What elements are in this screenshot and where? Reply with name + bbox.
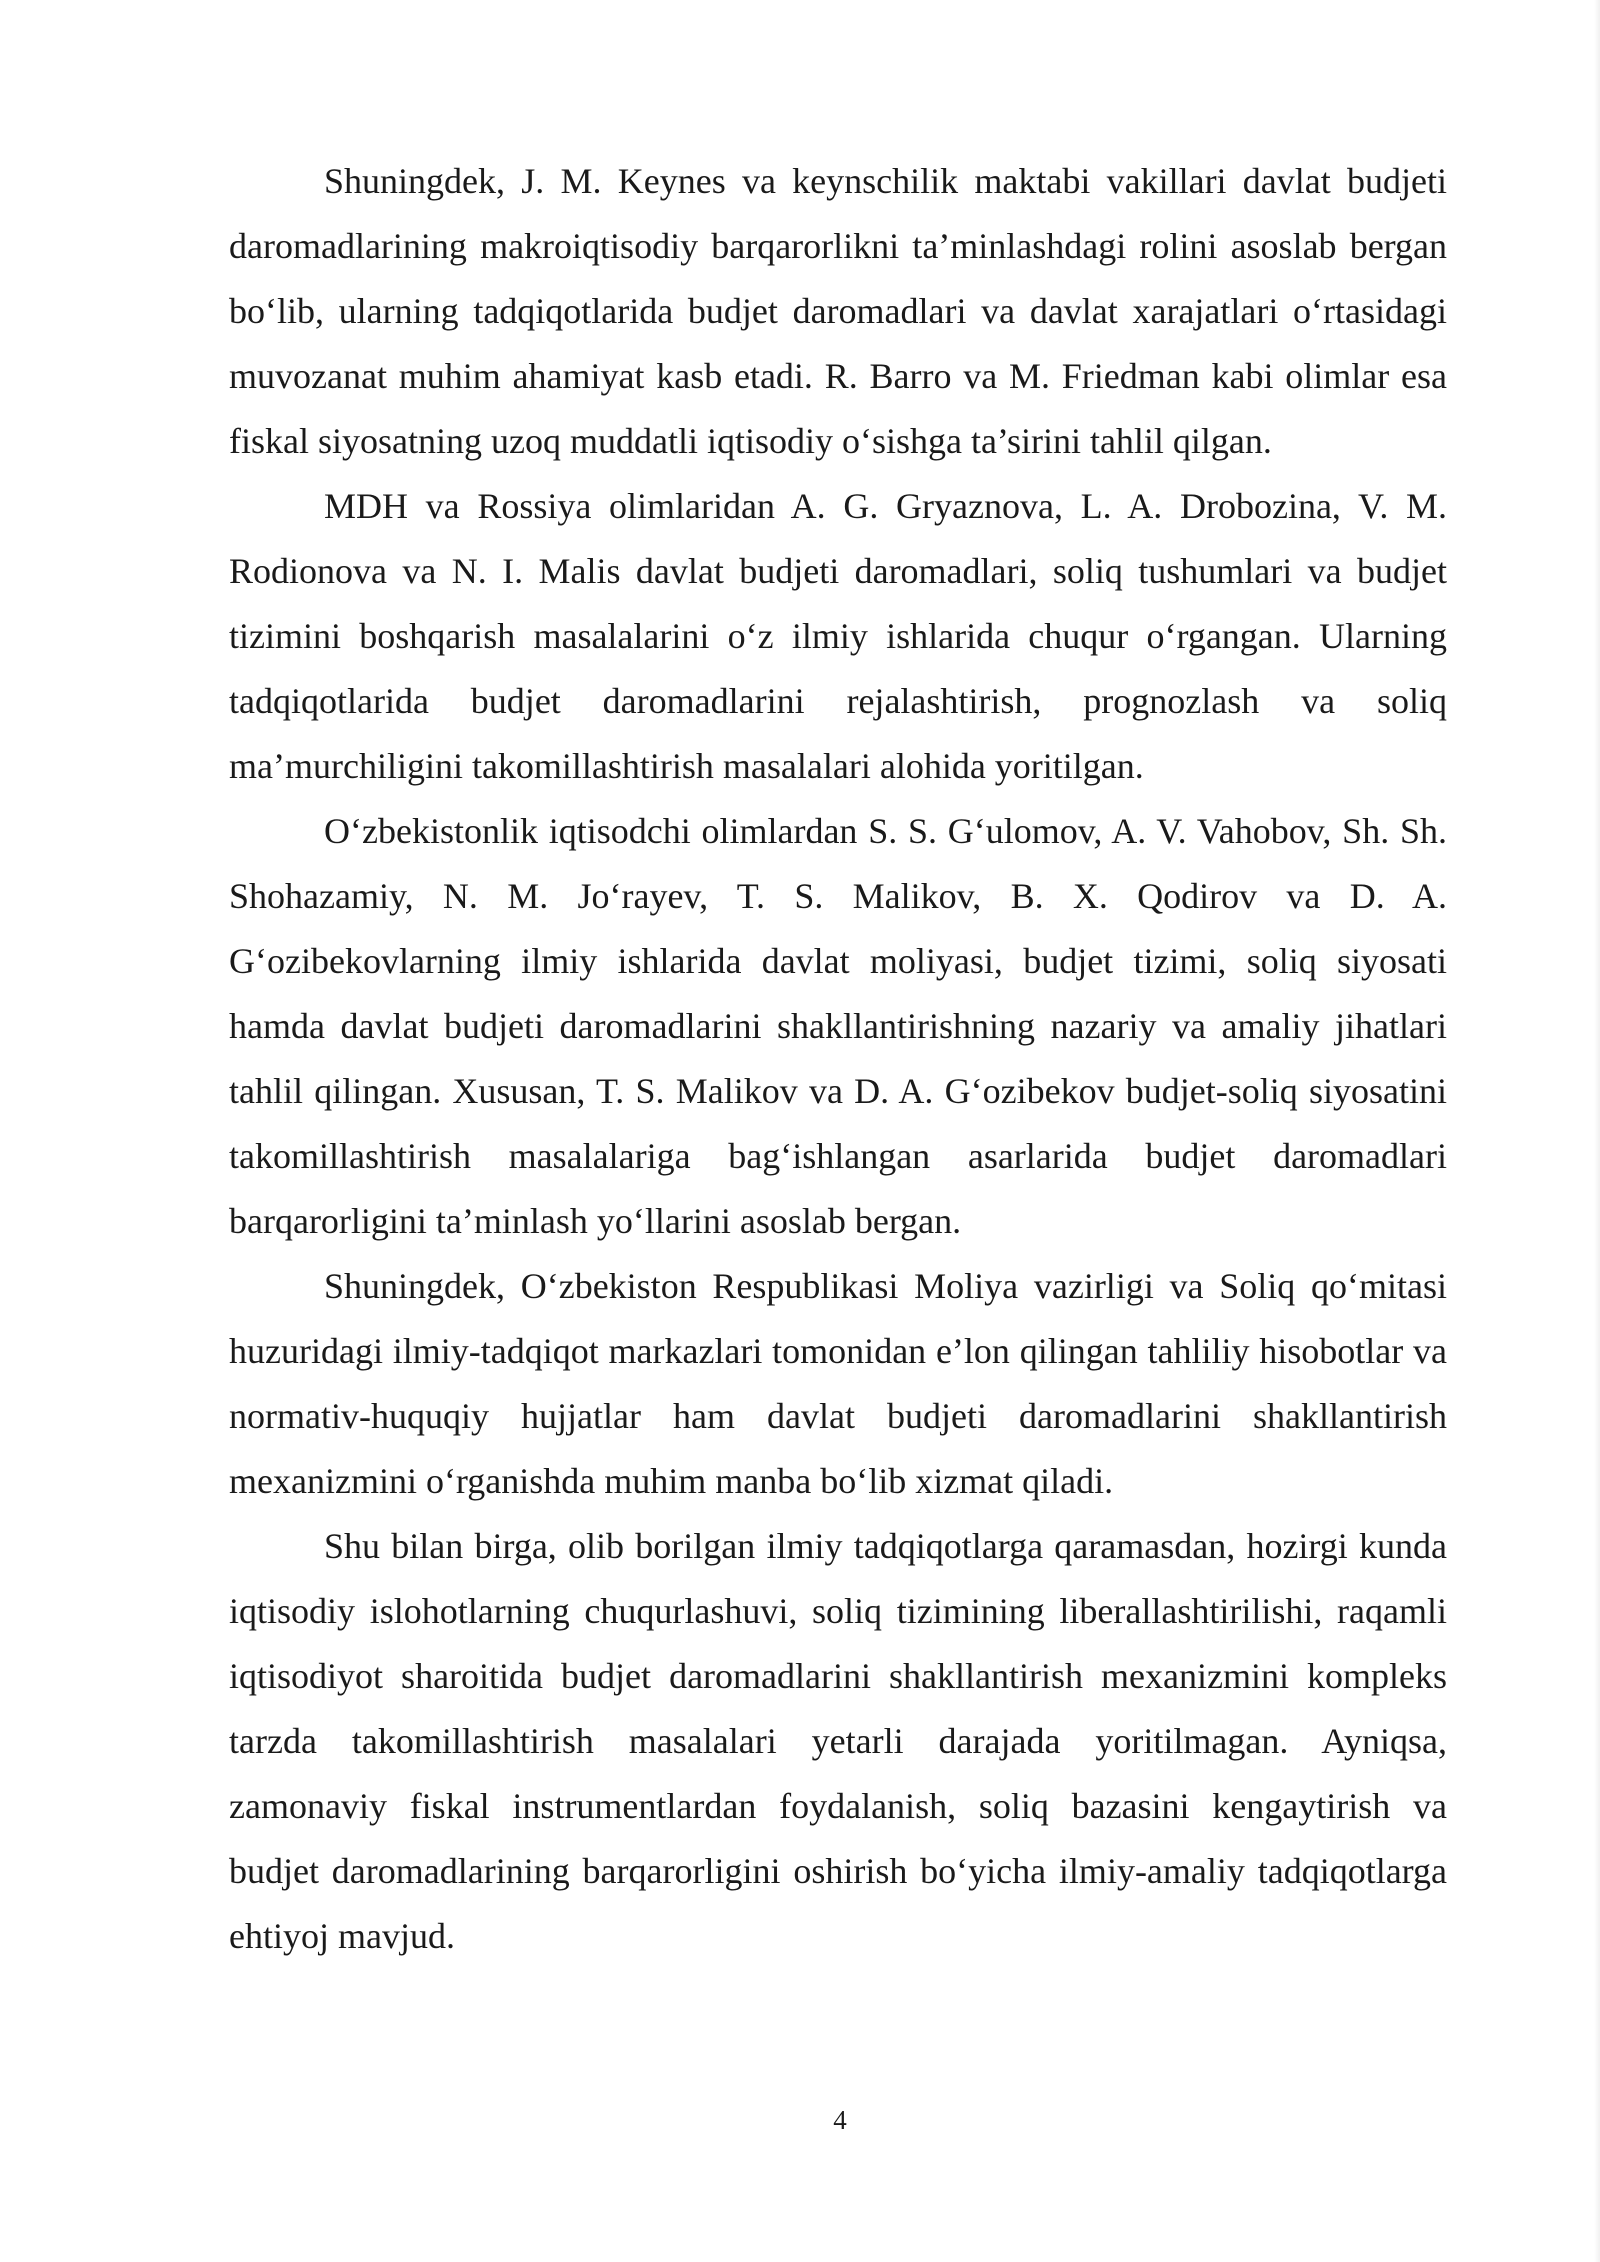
paragraph-uzbek-scholars: O‘zbekistonlik iqtisodchi olimlardan S. S. G‘ulomov, A. V. Vahobov, Sh. Sh. Shohazamiy, N. M. Jo‘rayev, T. S. Malikov, B. X. Qodirov va D. A. G‘ozibekovlarning ilmiy ishlarida davlat moliyasi, budjet tizimi, soliq siyosati hamda davlat budjeti daromadlarini shakllantirishning nazariy va amaliy jihatlari tahlil qilingan. Xususan, T. S. Malikov va D. A. G‘ozibekov budjet-soliq siyosatini takomillashtirish masalalariga bag‘ishlangan asarlarida budjet daromadlari barqarorligini ta’minlash yo‘llarini asoslab bergan. [229,811,1447,1241]
page-number: 4 [833,2105,847,2135]
paragraph-cis-scholars: MDH va Rossiya olimlaridan A. G. Gryaznova, L. A. Drobozina, V. M. Rodionova va N. I. Malis davlat budjeti daromadlari, soliq tushumlari va budjet tizimini boshqarish masalalarini o‘z ilmiy ishlarida chuqur o‘rgangan. Ularning tadqiqotlarida budjet daromadlarini rejalashtirish, prognozlash va soliq ma’murchiligini takomillashtirish masalalari alohida yoritilgan. [229,486,1447,786]
page-edge-shadow [1594,0,1600,2262]
body-text [229,149,1447,1969]
paragraph-ministry-sources: Shuningdek, O‘zbekiston Respublikasi Moliya vazirligi va Soliq qo‘mitasi huzuridagi ilmiy-tadqiqot markazlari tomonidan e’lon qilingan tahliliy hisobotlar va normativ-huquqiy hujjatlar ham davlat budjeti daromadlarini shakllantirish mexanizmini o‘rganishda muhim manba bo‘lib xizmat qiladi. [229,1266,1447,1501]
paragraph-keynes: Shuningdek, J. M. Keynes va keynschilik maktabi vakillari davlat budjeti daromadlarining makroiqtisodiy barqarorlikni ta’minlashdagi rolini asoslab bergan bo‘lib, ularning tadqiqotlarida budjet daromadlari va davlat xarajatlari o‘rtasidagi muvozanat muhim ahamiyat kasb etadi. R. Barro va M. Friedman kabi olimlar esa fiskal siyosatning uzoq muddatli iqtisodiy o‘sishga ta’sirini tahlil qilgan. [229,161,1447,461]
paragraph-research-gap: Shu bilan birga, olib borilgan ilmiy tadqiqotlarga qaramasdan, hozirgi kunda iqtisodiy islohotlarning chuqurlashuvi, soliq tizimining liberallashtirilishi, raqamli iqtisodiyot sharoitida budjet daromadlarini shakllantirish mexanizmini kompleks tarzda takomillashtirish masalalari yetarli darajada yoritilmagan. Ayniqsa, zamonaviy fiskal instrumentlardan foydalanish, soliq bazasini kengaytirish va budjet daromadlarining barqarorligini oshirish bo‘yicha ilmiy-amaliy tadqiqotlarga ehtiyoj mavjud. [229,1526,1447,1956]
